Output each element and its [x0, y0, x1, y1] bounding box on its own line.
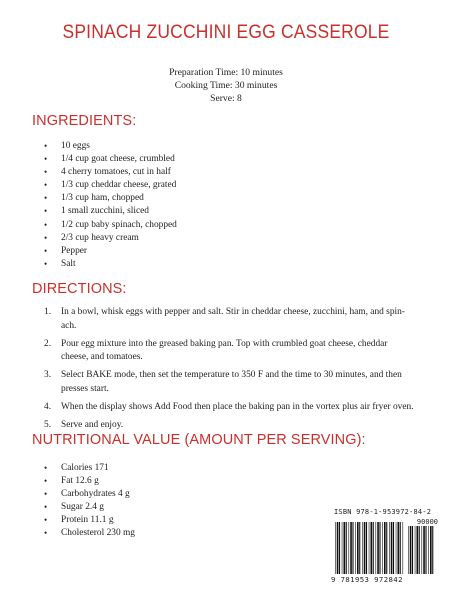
step-text: When the display shows Add Food then place the baking pan in the vortex plus air fryer oven. — [61, 402, 414, 413]
step-number: 4. — [44, 402, 52, 413]
addon-barcode-bars — [408, 526, 436, 574]
ingredient-item: • 1 small zucchini, sliced — [44, 205, 177, 218]
step-number: 2. — [44, 338, 52, 349]
step-text: Select BAKE mode, then set the temperature to 350 F and the time to 30 minutes, and then presses start. — [61, 370, 402, 394]
ean-barcode-bars — [335, 522, 405, 574]
ingredient-item: • Pepper — [44, 245, 177, 258]
recipe-title: SPINACH ZUCCHINI EGG CASSEROLE — [62, 22, 390, 43]
step-number: 1. — [44, 307, 52, 317]
direction-step — [44, 419, 416, 433]
cook-time: Cooking Time: 30 minutes — [174, 80, 278, 91]
nutrition-item: • Fat 12.6 g — [44, 475, 135, 488]
step-text: Serve and enjoy. — [61, 420, 124, 431]
nutrition-item: • Cholesterol 230 mg — [44, 527, 135, 540]
ingredient-item: • 1/3 cup cheddar cheese, grated — [44, 179, 177, 192]
nutrition-item: • Carbohydrates 4 g — [44, 488, 135, 501]
ingredient-item: • 1/3 cup ham, chopped — [44, 192, 177, 205]
ingredient-item: • Salt — [44, 258, 177, 271]
ingredient-item: • 2/3 cup heavy cream — [44, 232, 177, 245]
recipe-meta — [0, 66, 452, 105]
direction-step — [44, 338, 416, 365]
serve-count: Serve: 8 — [210, 93, 242, 104]
nutrition-item: • Protein 11.1 g — [44, 514, 135, 527]
price-code: 90000 — [416, 518, 438, 526]
nutrition-item: • Sugar 2.4 g — [44, 501, 135, 514]
ingredients-heading: INGREDIENTS: — [32, 113, 137, 129]
isbn-number: ISBN 978-1-953972-84-2 — [334, 508, 432, 516]
step-number: 5. — [44, 420, 52, 431]
isbn-barcode — [327, 508, 442, 586]
ingredients-list — [44, 140, 177, 271]
ingredient-item: • 1/4 cup goat cheese, crumbled — [44, 153, 177, 166]
step-text: In a bowl, whisk eggs with pepper and salt. Stir in cheddar cheese, zucchini, ham, and spin-ach. — [61, 307, 405, 331]
ingredient-item: • 4 cherry tomatoes, cut in half — [44, 166, 177, 179]
directions-list — [44, 306, 416, 437]
directions-heading: DIRECTIONS: — [32, 281, 127, 297]
step-text: Pour egg mixture into the greased baking pan. Top with crumbled goat cheese, cheddar cheese, and tomatoes. — [61, 338, 388, 363]
direction-step — [44, 306, 416, 333]
ingredient-item: • 10 eggs — [44, 140, 177, 153]
barcode-digits: 9 781953 972842 — [331, 575, 403, 584]
direction-step — [44, 401, 416, 415]
nutrition-heading: NUTRITIONAL VALUE (AMOUNT PER SERVING): — [32, 432, 366, 448]
nutrition-list — [44, 462, 135, 541]
step-number: 3. — [44, 370, 52, 381]
nutrition-item: • Calories 171 — [44, 462, 135, 475]
direction-step — [44, 369, 416, 396]
ingredient-item: • 1/2 cup baby spinach, chopped — [44, 219, 177, 232]
prep-time: Preparation Time: 10 minutes — [169, 67, 283, 78]
